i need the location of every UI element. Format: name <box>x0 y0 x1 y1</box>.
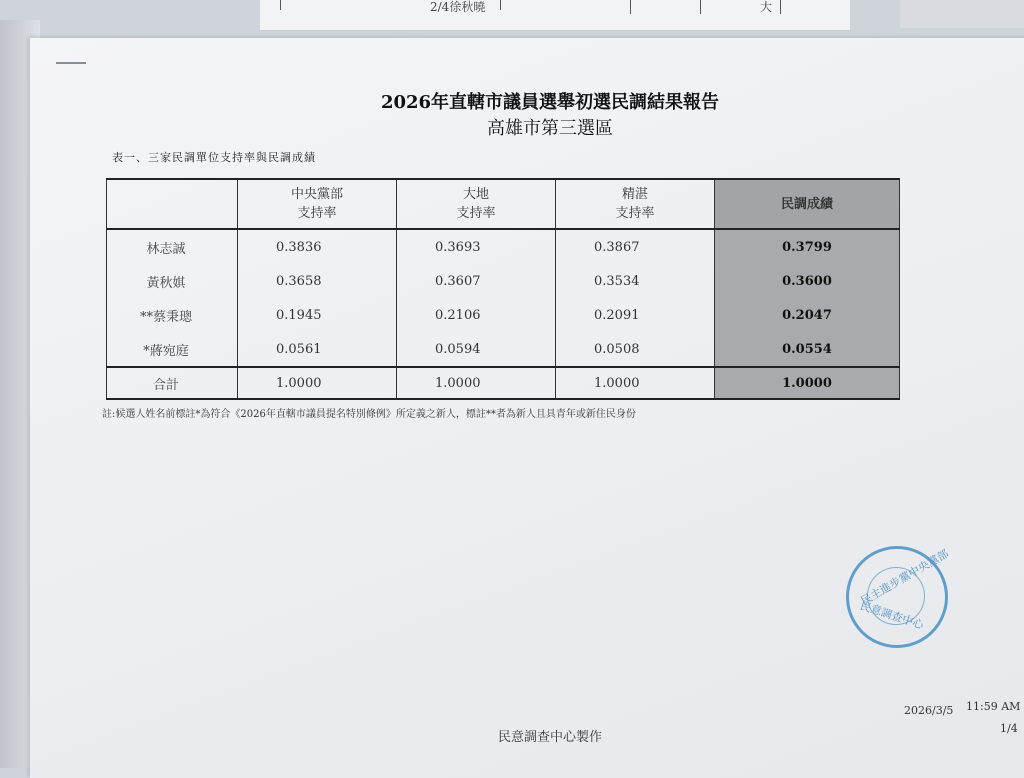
header-central <box>238 179 397 229</box>
grid-line <box>700 0 701 14</box>
report-subtitle: 高雄市第三選區 <box>487 118 613 139</box>
table-row <box>107 332 900 367</box>
dadi-rate-value: 0.3693 <box>397 229 556 264</box>
background-paper <box>260 0 850 31</box>
jingzhan-rate-value: 0.2091 <box>556 298 715 332</box>
handwritten-note: 2/4徐秋曉 <box>430 0 486 14</box>
dadi-total-value: 1.0000 <box>397 367 556 399</box>
table-caption: 表一、三家民調單位支持率與民調成績 <box>112 151 316 164</box>
table-total-row <box>107 367 900 399</box>
central-rate-value: 0.1945 <box>238 298 397 332</box>
score-total-value: 1.0000 <box>715 367 900 399</box>
header-central-rate: 支持率 <box>297 206 337 221</box>
central-rate-value: 0.3836 <box>238 229 397 264</box>
candidate-name: *蔣宛庭 <box>107 332 238 367</box>
seal-stamp <box>846 546 951 648</box>
table-row <box>107 264 900 298</box>
poll-score-value: 0.3799 <box>715 229 900 264</box>
results-table <box>106 178 900 400</box>
dadi-rate-value: 0.2106 <box>397 298 556 332</box>
grid-line <box>630 0 631 14</box>
jingzhan-rate-value: 0.3534 <box>556 264 715 298</box>
header-jingzhan-rate: 支持率 <box>615 206 655 221</box>
header-central-org: 中央黨部 <box>290 187 343 202</box>
dadi-rate-value: 0.3607 <box>397 264 556 298</box>
candidate-name: **蔡秉璁 <box>107 298 238 332</box>
print-time: 11:59 AM <box>966 700 1021 713</box>
desk-object <box>900 0 1024 28</box>
poll-score-value: 0.0554 <box>715 332 900 367</box>
table-header-row <box>107 179 900 229</box>
poll-score-value: 0.3600 <box>715 264 900 298</box>
candidate-name: 黃秋娸 <box>107 264 238 298</box>
table-row <box>107 229 900 264</box>
grid-line <box>500 0 501 10</box>
report-title: 2026年直轄市議員選舉初選民調結果報告 <box>380 92 720 113</box>
header-dadi <box>397 179 556 229</box>
seal-text-top: 民主進步黨中央黨部 <box>858 547 951 608</box>
central-total-value: 1.0000 <box>238 367 397 399</box>
producer-credit: 民意調查中心製作 <box>498 730 603 745</box>
poll-score-value: 0.2047 <box>715 298 900 332</box>
jingzhan-rate-value: 0.0508 <box>556 332 715 367</box>
handwritten-mark: 大 <box>760 0 773 14</box>
grid-line <box>280 0 281 10</box>
print-date: 2026/3/5 <box>904 704 954 717</box>
header-score: 民調成績 <box>715 179 900 229</box>
jingzhan-rate-value: 0.3867 <box>556 229 715 264</box>
dadi-rate-value: 0.0594 <box>397 332 556 367</box>
header-jingzhan-org: 精湛 <box>621 187 648 202</box>
grid-line <box>780 0 781 14</box>
header-blank <box>107 179 238 229</box>
header-jingzhan <box>556 179 715 229</box>
staple-mark <box>56 62 86 64</box>
central-rate-value: 0.0561 <box>238 332 397 367</box>
total-label: 合計 <box>107 367 238 399</box>
header-dadi-org: 大地 <box>462 187 489 202</box>
seal-text-bottom: 民意調查中心 <box>858 599 926 632</box>
jingzhan-total-value: 1.0000 <box>556 367 715 399</box>
table-row <box>107 298 900 332</box>
footnote: 註:候選人姓名前標註*為符合《2026年直轄市議員提名特別條例》所定義之新人，標註**者為新人且具青年或新住民身份 <box>102 409 636 420</box>
central-rate-value: 0.3658 <box>238 264 397 298</box>
header-dadi-rate: 支持率 <box>456 206 496 221</box>
candidate-name: 林志誠 <box>107 229 238 264</box>
page-number: 1/4 <box>1000 722 1018 735</box>
